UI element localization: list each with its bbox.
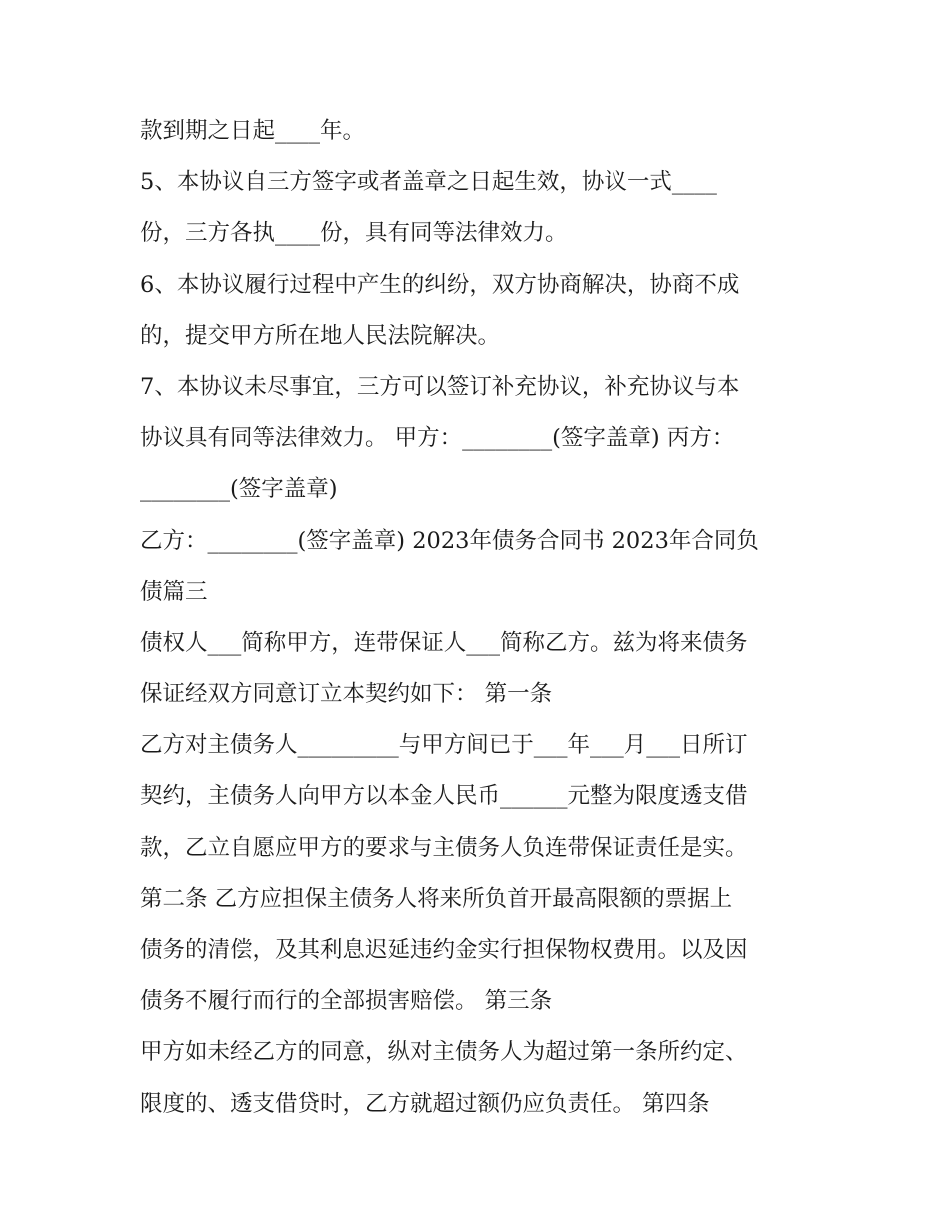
text-line: 债务不履行而行的全部损害赔偿。 第三条 [140, 988, 553, 1015]
text-line: 款到期之日起____年。 [140, 118, 366, 144]
text-line: ________(签字盖章) [140, 476, 338, 503]
text-line: 第二条 乙方应担保主债务人将来所负首开最高限额的票据上 [140, 885, 733, 912]
text-line: 债务的清偿，及其利息迟延违约金实行担保物权费用。以及因 [140, 937, 748, 963]
text-line: 债权人___简称甲方，连带保证人___简称乙方。兹为将来债务 [140, 629, 748, 656]
text-line: 的，提交甲方所在地人民法院解决。 [140, 322, 501, 349]
text-line: 协议具有同等法律效力。 甲方：________(签字盖章) 丙方： [140, 425, 735, 452]
text-line: 乙方对主债务人_________与甲方间已于___年___月___日所订 [140, 732, 748, 759]
text-line: 6、本协议履行过程中产生的纠纷，双方协商解决，协商不成 [140, 271, 740, 298]
text-line: 乙方：________(签字盖章) 2023年债务合同书 2023年合同负 [140, 527, 759, 554]
text-line: 契约，主债务人向甲方以本金人民币______元整为限度透支借 [140, 783, 748, 810]
text-line: 限度的、透支借贷时，乙方就超过额仍应负责任。 第四条 [140, 1090, 710, 1117]
text-line: 5、本协议自三方签字或者盖章之日起生效，协议一式____ [140, 169, 717, 196]
text-line: 甲方如未经乙方的同意，纵对主债务人为超过第一条所约定、 [140, 1039, 748, 1066]
text-line: 保证经双方同意订立本契约如下： 第一条 [140, 681, 553, 708]
contract-body-text [140, 106, 820, 1130]
text-line: 7、本协议未尽事宜，三方可以签订补充协议，补充协议与本 [140, 373, 740, 400]
text-line: 份，三方各执____份，具有同等法律效力。 [140, 220, 568, 247]
text-line: 款，乙立自愿应甲方的要求与主债务人负连带保证责任是实。 [140, 834, 748, 861]
text-line: 债篇三 [140, 578, 208, 605]
